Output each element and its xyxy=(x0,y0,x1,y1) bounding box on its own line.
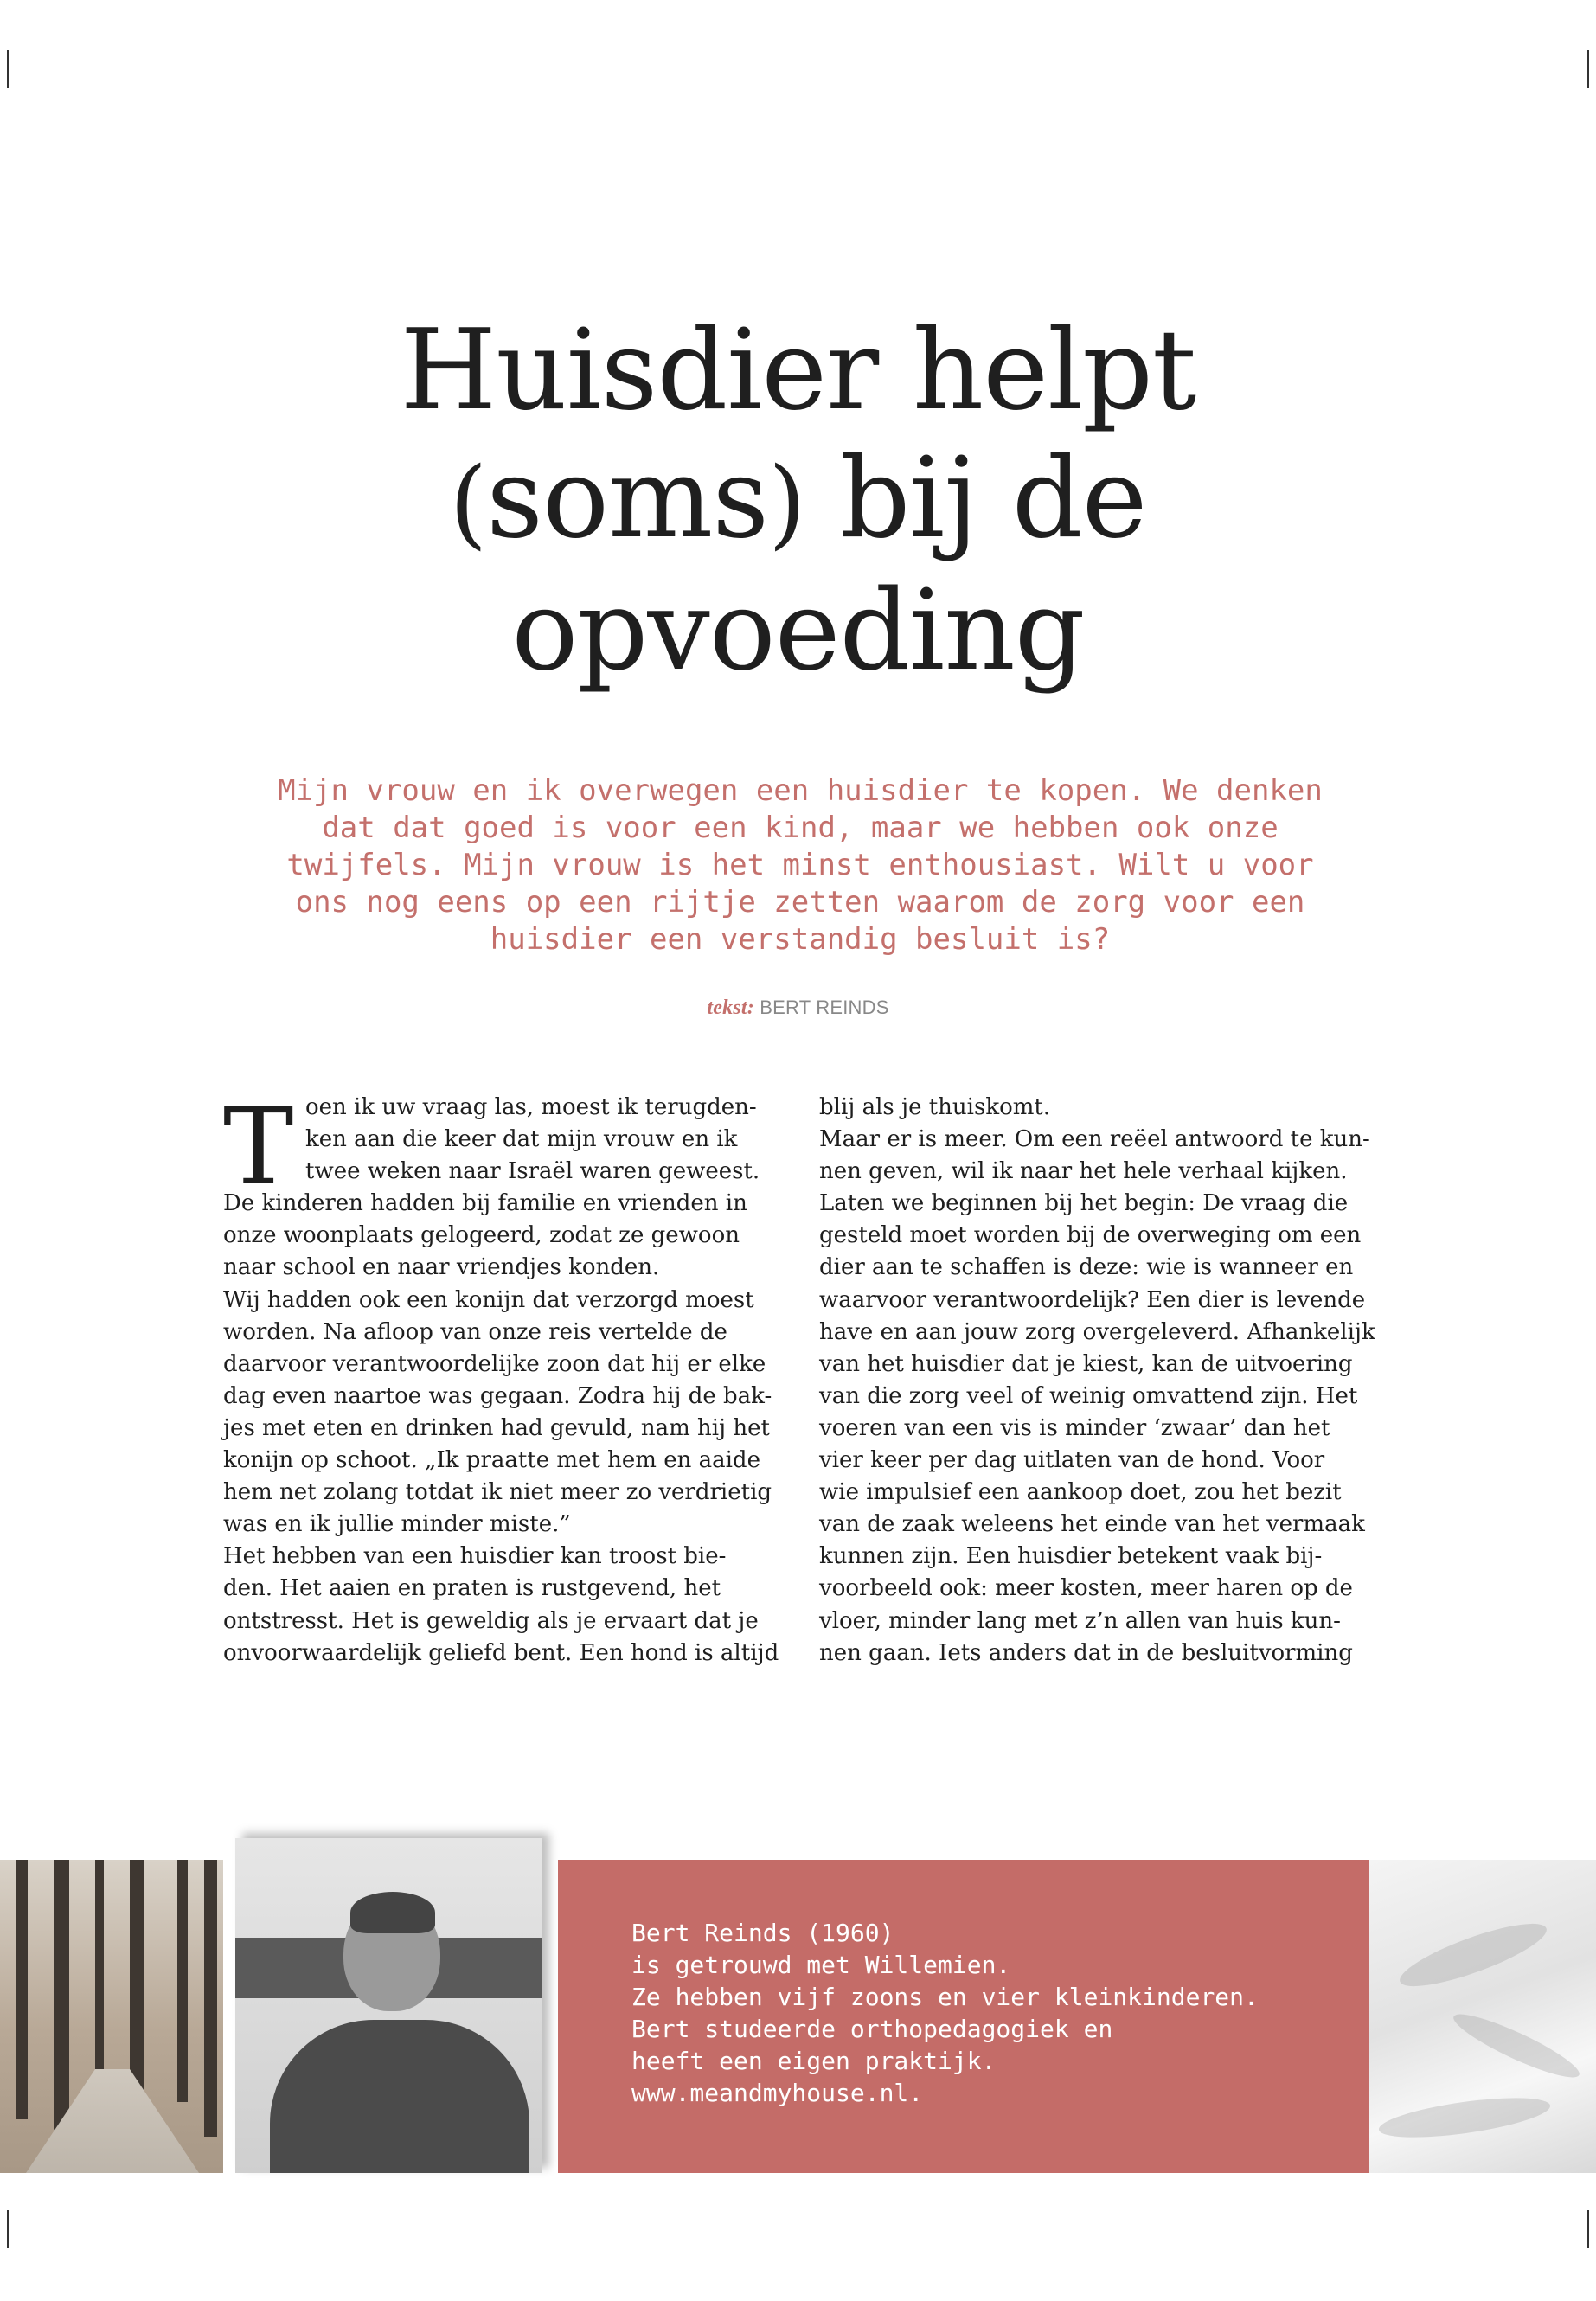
forest-path-photo xyxy=(0,1860,223,2173)
article-line: konijn op schoot. „Ik praatte met hem en aaide xyxy=(223,1447,760,1474)
crop-mark-bottom-left xyxy=(7,2210,9,2248)
article-line: ken aan die keer dat mijn vrouw en ik xyxy=(305,1126,738,1153)
article-line: kunnen zijn. Een huisdier betekent vaak bij- xyxy=(819,1543,1323,1570)
article-line: have en aan jouw zorg overgeleverd. Afhankelijk xyxy=(819,1318,1375,1345)
article-line: jes met eten en drinken had gevuld, nam hij het xyxy=(223,1414,770,1441)
drop-cap: T xyxy=(223,1086,294,1208)
credit-label: tekst: xyxy=(707,997,754,1019)
article-line: onze woonplaats gelogeerd, zodat ze gewoon xyxy=(223,1222,740,1249)
article-line: ontstresst. Het is geweldig als je ervaart dat je xyxy=(223,1607,759,1634)
article-line: Maar er is meer. Om een reëel antwoord te kun- xyxy=(819,1126,1370,1153)
article-column-2 xyxy=(819,1092,1377,1670)
bio-line: is getrouwd met Willemien. xyxy=(631,1951,1011,1979)
bio-line: Ze hebben vijf zoons en vier kleinkinderen. xyxy=(631,1983,1259,2011)
author-bio-text xyxy=(631,1917,1259,2109)
article-line: was en ik jullie minder miste.” xyxy=(223,1511,571,1538)
article-line: nen gaan. Iets anders dat in de besluitvorming xyxy=(819,1639,1353,1666)
intro-line: huisdier een verstandig besluit is? xyxy=(490,922,1111,957)
title-paren-open: ( xyxy=(449,447,487,560)
article-line: Laten we beginnen bij het begin: De vraag die xyxy=(819,1190,1349,1217)
article-line: waarvoor verantwoordelijk? Een dier is levende xyxy=(819,1286,1366,1313)
title-paren-close: ) xyxy=(768,447,805,560)
article-line: naar school en naar vriendjes konden. xyxy=(223,1254,660,1281)
article-line: Het hebben van een huisdier kan troost bie- xyxy=(223,1543,727,1570)
bio-website-link[interactable]: www.meandmyhouse.nl. xyxy=(631,2079,924,2107)
author-bio-box xyxy=(558,1860,1369,2173)
article-line: vloer, minder lang met z’n allen van huis kun- xyxy=(819,1607,1341,1634)
crop-mark-top-left xyxy=(7,50,9,88)
article-line: De kinderen hadden bij familie en vrienden in xyxy=(223,1190,747,1217)
article-line: onvoorwaardelijk geliefd bent. Een hond is altijd xyxy=(223,1639,779,1666)
author-portrait-photo xyxy=(235,1838,542,2173)
intro-line: ons nog eens op een rijtje zetten waarom de zorg voor een xyxy=(295,885,1305,920)
article-line: van die zorg veel of weinig omvattend zijn. Het xyxy=(819,1382,1358,1409)
article-line: den. Het aaien en praten is rustgevend, het xyxy=(223,1575,721,1602)
article-line: nen geven, wil ik naar het hele verhaal kijken. xyxy=(819,1158,1348,1185)
article-line: gesteld moet worden bij de overweging om een xyxy=(819,1222,1362,1249)
crop-mark-bottom-right xyxy=(1587,2210,1589,2248)
article-line: voeren van een vis is minder ‘zwaar’ dan het xyxy=(819,1414,1330,1441)
bio-line: heeft een eigen praktijk. xyxy=(631,2047,997,2075)
article-line: twee weken naar Israël waren geweest. xyxy=(305,1158,760,1185)
bedding-photo xyxy=(1369,1860,1596,2173)
title-line-3: opvoeding xyxy=(511,567,1085,695)
article-line: blij als je thuiskomt. xyxy=(819,1094,1051,1120)
crop-mark-top-right xyxy=(1587,50,1589,88)
article-line: van de zaak weleens het einde van het vermaak xyxy=(819,1511,1365,1538)
intro-line: dat dat goed is voor een kind, maar we hebben ook onze xyxy=(322,811,1279,845)
title-paren-word: soms xyxy=(486,434,769,563)
author-credit xyxy=(0,997,1596,1020)
article-line: worden. Na afloop van onze reis vertelde de xyxy=(223,1318,727,1345)
credit-author: BERT REINDS xyxy=(760,997,889,1018)
intro-question xyxy=(225,772,1375,958)
intro-line: twijfels. Mijn vrouw is het minst enthousiast. Wilt u voor xyxy=(286,848,1314,882)
bio-line: Bert Reinds (1960) xyxy=(631,1919,894,1947)
bio-line: Bert studeerde orthopedagogiek en xyxy=(631,2015,1113,2043)
title-line-2-rest: bij de xyxy=(804,434,1147,563)
title-line-1: Huisdier helpt xyxy=(400,306,1196,435)
article-title xyxy=(260,307,1336,695)
article-line: voorbeeld ook: meer kosten, meer haren op de xyxy=(819,1575,1353,1602)
article-line: Wij hadden ook een konijn dat verzorgd moest xyxy=(223,1286,754,1313)
article-line: wie impulsief een aankoop doet, zou het bezit xyxy=(819,1479,1342,1506)
article-line: oen ik uw vraag las, moest ik terugden- xyxy=(305,1094,757,1120)
intro-line: Mijn vrouw en ik overwegen een huisdier te kopen. We denken xyxy=(278,773,1323,808)
article-line: daarvoor verantwoordelijke zoon dat hij er elke xyxy=(223,1350,766,1377)
article-line: hem net zolang totdat ik niet meer zo verdrietig xyxy=(223,1479,772,1506)
article-line: dier aan te schaffen is deze: wie is wanneer en xyxy=(819,1254,1354,1281)
article-column-1 xyxy=(223,1086,781,1670)
article-line: dag even naartoe was gegaan. Zodra hij de bak- xyxy=(223,1382,772,1409)
article-line: van het huisdier dat je kiest, kan de uitvoering xyxy=(819,1350,1353,1377)
article-line: vier keer per dag uitlaten van de hond. Voor xyxy=(819,1447,1325,1474)
